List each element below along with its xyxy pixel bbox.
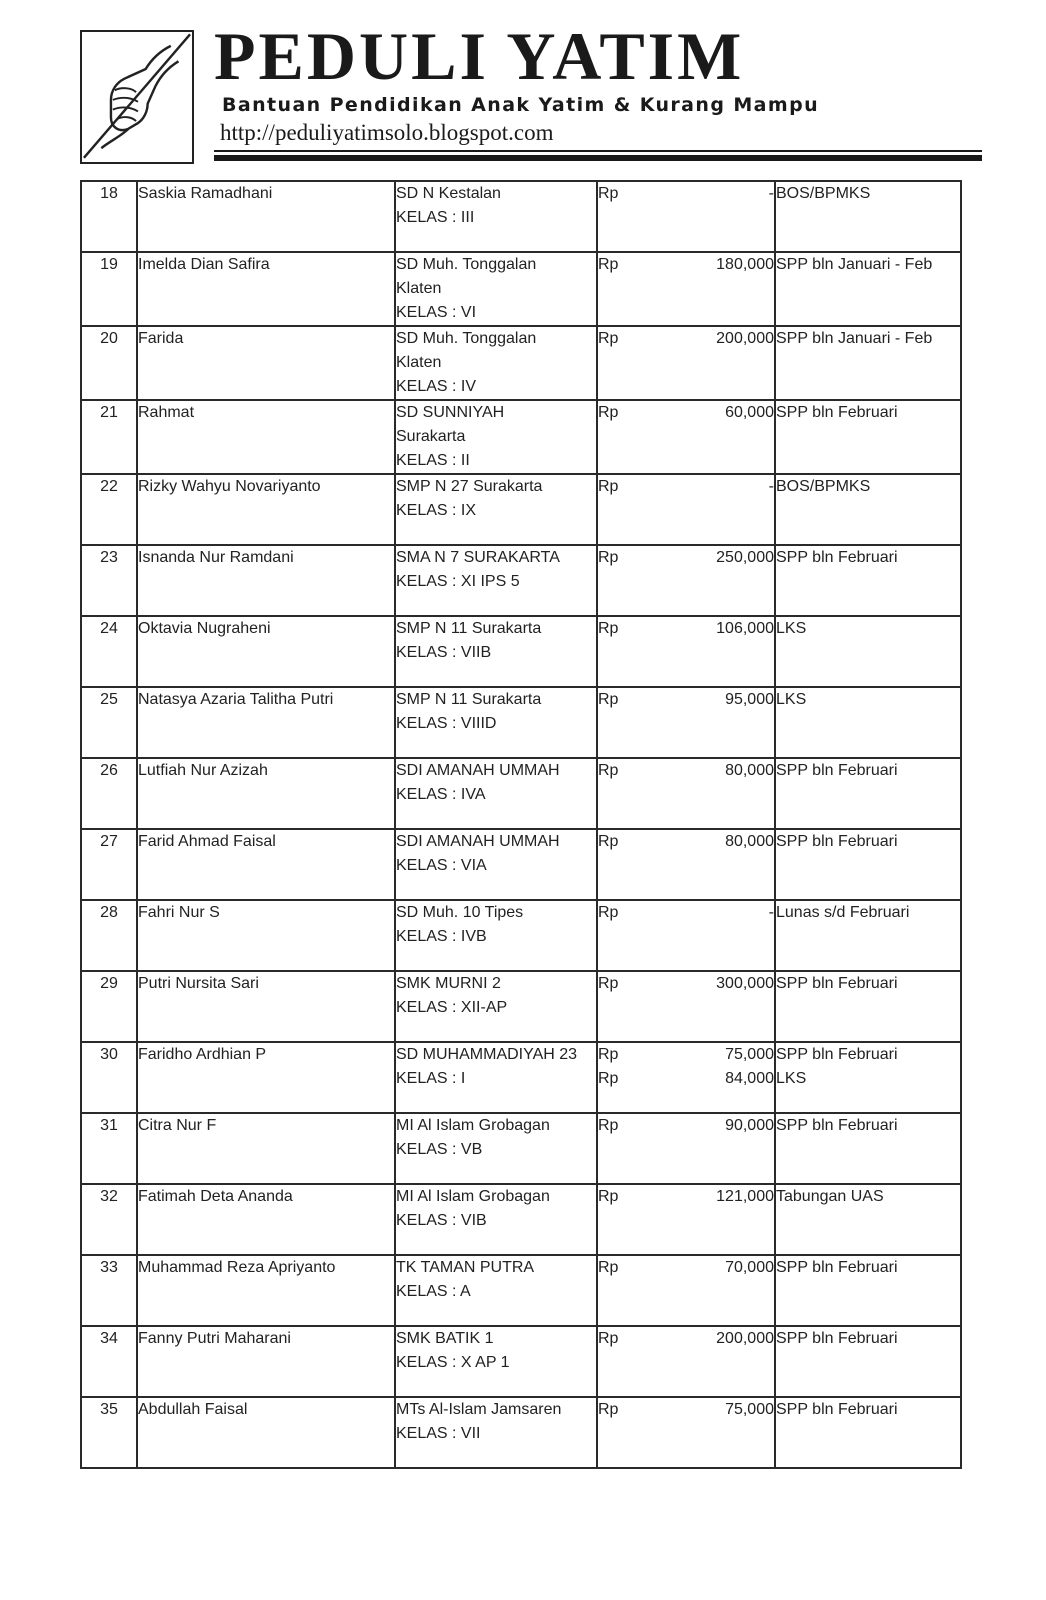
name-text: Oktavia Nugraheni (138, 620, 271, 637)
school-line: KELAS : II (396, 452, 470, 469)
school-line: SMA N 7 SURAKARTA (396, 549, 560, 566)
note-line: Tabungan UAS (776, 1188, 884, 1205)
school-line: KELAS : A (396, 1283, 471, 1300)
school-line: MI Al Islam Grobagan (396, 1188, 550, 1205)
amount-line (598, 1256, 774, 1280)
payment-note (775, 829, 961, 900)
amount-value: 84,000 (725, 1070, 774, 1087)
helping-hand-icon (82, 32, 192, 162)
amount-cell (597, 252, 775, 326)
note-line: SPP bln Februari (776, 1259, 898, 1276)
amount-value: 75,000 (725, 1401, 774, 1418)
amount-cell (597, 971, 775, 1042)
table-row (81, 252, 961, 326)
table-row (81, 900, 961, 971)
currency-label: Rp (598, 549, 619, 566)
name-text: Muhammad Reza Apriyanto (138, 1259, 336, 1276)
recipient-name (137, 971, 395, 1042)
school-info (395, 1255, 597, 1326)
table-row (81, 1184, 961, 1255)
school-info (395, 829, 597, 900)
school-line: KELAS : IV (396, 378, 477, 395)
school-line: TK TAMAN PUTRA (396, 1259, 535, 1276)
row-number: 28 (81, 900, 137, 971)
amount-cell (597, 1397, 775, 1468)
note-line: LKS (776, 691, 807, 708)
recipient-name (137, 1113, 395, 1184)
school-line: Klaten (396, 280, 442, 297)
amount-value: 60,000 (725, 404, 774, 421)
page-title: PEDULI YATIM (214, 18, 745, 94)
payment-note (775, 252, 961, 326)
recipient-table (80, 180, 962, 1469)
amount-cell (597, 829, 775, 900)
table-row (81, 971, 961, 1042)
name-text: Fahri Nur S (138, 904, 220, 921)
payment-note (775, 474, 961, 545)
school-line: KELAS : XII-AP (396, 999, 508, 1016)
payment-note (775, 900, 961, 971)
currency-label: Rp (598, 256, 619, 273)
recipient-name (137, 829, 395, 900)
table-row (81, 1397, 961, 1468)
payment-note (775, 1326, 961, 1397)
amount-value: - (768, 185, 774, 202)
name-text: Fanny Putri Maharani (138, 1330, 291, 1347)
currency-label: Rp (598, 330, 619, 347)
amount-cell (597, 326, 775, 400)
note-line: SPP bln Februari (776, 1401, 898, 1418)
school-line: SD Muh. Tonggalan (396, 256, 537, 273)
table-row (81, 181, 961, 252)
row-number: 31 (81, 1113, 137, 1184)
school-line: SD MUHAMMADIYAH 23 (396, 1046, 578, 1063)
amount-value: 80,000 (725, 762, 774, 779)
name-text: Lutfiah Nur Azizah (138, 762, 268, 779)
payment-note (775, 758, 961, 829)
table-row (81, 758, 961, 829)
amount-value: 121,000 (716, 1188, 774, 1205)
note-line: SPP bln Februari (776, 1117, 898, 1134)
row-number: 22 (81, 474, 137, 545)
table-row (81, 545, 961, 616)
payment-note (775, 1042, 961, 1113)
row-number: 19 (81, 252, 137, 326)
school-info (395, 545, 597, 616)
amount-line (598, 1067, 774, 1091)
amount-value: - (768, 478, 774, 495)
logo (80, 30, 194, 164)
table-row (81, 829, 961, 900)
recipient-name (137, 1397, 395, 1468)
recipient-name (137, 616, 395, 687)
name-text: Fatimah Deta Ananda (138, 1188, 293, 1205)
school-line: MTs Al-Islam Jamsaren (396, 1401, 562, 1418)
note-line: SPP bln Februari (776, 762, 898, 779)
payment-note (775, 181, 961, 252)
recipient-name (137, 326, 395, 400)
amount-line (598, 688, 774, 712)
payment-note (775, 687, 961, 758)
school-line: KELAS : VII (396, 1425, 481, 1442)
amount-cell (597, 687, 775, 758)
school-line: KELAS : VIIB (396, 644, 492, 661)
currency-label: Rp (598, 1401, 619, 1418)
name-text: Farid Ahmad Faisal (138, 833, 276, 850)
school-line: KELAS : I (396, 1070, 466, 1087)
row-number: 29 (81, 971, 137, 1042)
name-text: Faridho Ardhian P (138, 1046, 267, 1063)
note-line: Lunas s/d Februari (776, 904, 910, 921)
subtitle: Bantuan Pendidikan Anak Yatim & Kurang Mampu (222, 94, 819, 116)
note-line: LKS (776, 1070, 807, 1087)
header-divider-thick (214, 155, 982, 161)
name-text: Farida (138, 330, 184, 347)
note-line: BOS/BPMKS (776, 478, 871, 495)
table-row (81, 326, 961, 400)
payment-note (775, 616, 961, 687)
currency-label: Rp (598, 1117, 619, 1134)
amount-line (598, 759, 774, 783)
table-row (81, 1113, 961, 1184)
school-line: KELAS : IX (396, 502, 477, 519)
amount-cell (597, 1042, 775, 1113)
amount-line (598, 901, 774, 925)
school-line: SMK MURNI 2 (396, 975, 501, 992)
amount-value: 90,000 (725, 1117, 774, 1134)
recipient-name (137, 252, 395, 326)
row-number: 20 (81, 326, 137, 400)
payment-note (775, 1184, 961, 1255)
amount-cell (597, 181, 775, 252)
school-line: SD N Kestalan (396, 185, 501, 202)
school-line: SMP N 11 Surakarta (396, 620, 542, 637)
name-text: Abdullah Faisal (138, 1401, 248, 1418)
school-line: Klaten (396, 354, 442, 371)
amount-line (598, 1398, 774, 1422)
school-line: KELAS : IVA (396, 786, 486, 803)
school-info (395, 900, 597, 971)
payment-note (775, 971, 961, 1042)
note-line: SPP bln Februari (776, 404, 898, 421)
payment-note (775, 1255, 961, 1326)
amount-value: 180,000 (716, 256, 774, 273)
website-url: http://peduliyatimsolo.blogspot.com (220, 120, 554, 145)
school-line: KELAS : III (396, 209, 475, 226)
currency-label: Rp (598, 404, 619, 421)
amount-value: 95,000 (725, 691, 774, 708)
row-number: 25 (81, 687, 137, 758)
amount-cell (597, 1113, 775, 1184)
name-text: Rizky Wahyu Novariyanto (138, 478, 321, 495)
row-number: 26 (81, 758, 137, 829)
recipient-name (137, 181, 395, 252)
row-number: 24 (81, 616, 137, 687)
name-text: Natasya Azaria Talitha Putri (138, 691, 334, 708)
payment-note (775, 1113, 961, 1184)
amount-cell (597, 474, 775, 545)
recipient-name (137, 1255, 395, 1326)
recipient-name (137, 545, 395, 616)
school-line: KELAS : IVB (396, 928, 487, 945)
currency-label: Rp (598, 904, 619, 921)
amount-line (598, 830, 774, 854)
amount-value: 300,000 (716, 975, 774, 992)
school-info (395, 616, 597, 687)
amount-cell (597, 900, 775, 971)
row-number: 18 (81, 181, 137, 252)
school-line: SMP N 11 Surakarta (396, 691, 542, 708)
amount-value: 200,000 (716, 330, 774, 347)
amount-cell (597, 1184, 775, 1255)
school-line: KELAS : XI IPS 5 (396, 573, 520, 590)
amount-value: - (768, 904, 774, 921)
school-info (395, 758, 597, 829)
amount-cell (597, 545, 775, 616)
row-number: 32 (81, 1184, 137, 1255)
school-info (395, 252, 597, 326)
school-line: SD SUNNIYAH (396, 404, 505, 421)
school-line: KELAS : VIA (396, 857, 487, 874)
currency-label: Rp (598, 1046, 619, 1063)
school-line: SD Muh. 10 Tipes (396, 904, 524, 921)
table-row (81, 1255, 961, 1326)
row-number: 35 (81, 1397, 137, 1468)
currency-label: Rp (598, 762, 619, 779)
school-info (395, 1042, 597, 1113)
note-line: SPP bln Februari (776, 1330, 898, 1347)
school-line: SDI AMANAH UMMAH (396, 762, 560, 779)
currency-label: Rp (598, 185, 619, 202)
school-line: KELAS : VIIID (396, 715, 497, 732)
amount-line (598, 1043, 774, 1067)
currency-label: Rp (598, 1070, 619, 1087)
table-row (81, 474, 961, 545)
table-row (81, 616, 961, 687)
row-number: 30 (81, 1042, 137, 1113)
school-line: MI Al Islam Grobagan (396, 1117, 550, 1134)
name-text: Citra Nur F (138, 1117, 217, 1134)
amount-value: 250,000 (716, 549, 774, 566)
note-line: SPP bln Januari - Feb (776, 330, 933, 347)
school-line: KELAS : VI (396, 304, 477, 321)
amount-cell (597, 758, 775, 829)
school-info (395, 400, 597, 474)
name-text: Isnanda Nur Ramdani (138, 549, 294, 566)
amount-line (598, 475, 774, 499)
amount-line (598, 617, 774, 641)
recipient-name (137, 1184, 395, 1255)
amount-cell (597, 1326, 775, 1397)
recipient-name (137, 687, 395, 758)
school-line: KELAS : VB (396, 1141, 483, 1158)
school-info (395, 181, 597, 252)
note-line: SPP bln Februari (776, 549, 898, 566)
name-text: Putri Nursita Sari (138, 975, 259, 992)
school-line: KELAS : X AP 1 (396, 1354, 510, 1371)
note-line: SPP bln Januari - Feb (776, 256, 933, 273)
recipient-name (137, 400, 395, 474)
header-divider-thin (214, 150, 982, 152)
amount-value: 80,000 (725, 833, 774, 850)
school-info (395, 687, 597, 758)
school-line: SMK BATIK 1 (396, 1330, 494, 1347)
amount-line (598, 401, 774, 425)
note-line: LKS (776, 620, 807, 637)
table-row (81, 1326, 961, 1397)
table-row (81, 687, 961, 758)
school-info (395, 971, 597, 1042)
row-number: 21 (81, 400, 137, 474)
recipient-name (137, 474, 395, 545)
currency-label: Rp (598, 620, 619, 637)
amount-cell (597, 1255, 775, 1326)
row-number: 23 (81, 545, 137, 616)
note-line: SPP bln Februari (776, 975, 898, 992)
name-text: Rahmat (138, 404, 195, 421)
school-info (395, 1184, 597, 1255)
amount-value: 70,000 (725, 1259, 774, 1276)
amount-line (598, 253, 774, 277)
amount-value: 75,000 (725, 1046, 774, 1063)
row-number: 27 (81, 829, 137, 900)
name-text: Saskia Ramadhani (138, 185, 273, 202)
currency-label: Rp (598, 1188, 619, 1205)
table-row (81, 400, 961, 474)
school-line: KELAS : VIB (396, 1212, 487, 1229)
table-row (81, 1042, 961, 1113)
school-info (395, 326, 597, 400)
amount-line (598, 1114, 774, 1138)
payment-note (775, 400, 961, 474)
amount-line (598, 972, 774, 996)
amount-line (598, 1185, 774, 1209)
amount-cell (597, 400, 775, 474)
currency-label: Rp (598, 1330, 619, 1347)
amount-line (598, 327, 774, 351)
recipient-name (137, 900, 395, 971)
payment-note (775, 1397, 961, 1468)
school-info (395, 474, 597, 545)
school-info (395, 1113, 597, 1184)
recipient-name (137, 758, 395, 829)
currency-label: Rp (598, 1259, 619, 1276)
payment-note (775, 326, 961, 400)
currency-label: Rp (598, 691, 619, 708)
school-line: Surakarta (396, 428, 466, 445)
currency-label: Rp (598, 478, 619, 495)
recipient-name (137, 1326, 395, 1397)
school-info (395, 1397, 597, 1468)
school-info (395, 1326, 597, 1397)
currency-label: Rp (598, 833, 619, 850)
amount-line (598, 546, 774, 570)
row-number: 33 (81, 1255, 137, 1326)
recipient-name (137, 1042, 395, 1113)
note-line: SPP bln Februari (776, 833, 898, 850)
note-line: SPP bln Februari (776, 1046, 898, 1063)
school-line: SMP N 27 Surakarta (396, 478, 543, 495)
row-number: 34 (81, 1326, 137, 1397)
currency-label: Rp (598, 975, 619, 992)
amount-cell (597, 616, 775, 687)
name-text: Imelda Dian Safira (138, 256, 270, 273)
amount-line (598, 1327, 774, 1351)
amount-value: 106,000 (716, 620, 774, 637)
payment-note (775, 545, 961, 616)
note-line: BOS/BPMKS (776, 185, 871, 202)
amount-value: 200,000 (716, 1330, 774, 1347)
school-line: SD Muh. Tonggalan (396, 330, 537, 347)
school-line: SDI AMANAH UMMAH (396, 833, 560, 850)
amount-line (598, 182, 774, 206)
